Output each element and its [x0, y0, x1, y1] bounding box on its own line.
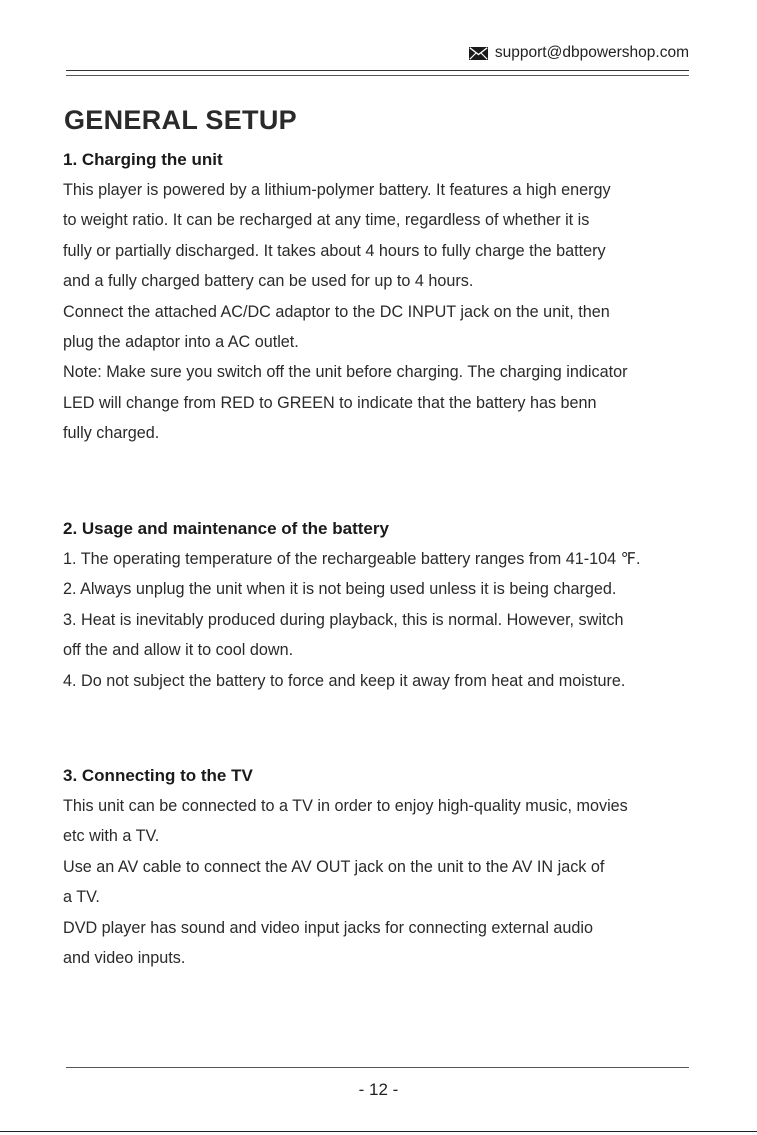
- header-rule-secondary: [66, 75, 689, 76]
- paragraph-line: 3. Heat is inevitably produced during playback, this is normal. However, switch: [63, 610, 624, 629]
- paragraph-line: Use an AV cable to connect the AV OUT jack on the unit to the AV IN jack of: [63, 857, 605, 876]
- section-heading: 3. Connecting to the TV: [63, 766, 253, 785]
- footer-rule: [66, 1067, 689, 1068]
- header-contact: [469, 44, 689, 62]
- paragraph-line: DVD player has sound and video input jacks for connecting external audio: [63, 918, 594, 937]
- paragraph-line: and video inputs.: [63, 949, 186, 968]
- section-connecting-tv: [63, 761, 713, 973]
- paragraph-line: a TV.: [63, 888, 100, 907]
- paragraph-line: Note: Make sure you switch off the unit before charging. The charging indicator: [63, 363, 628, 382]
- section-charging: [63, 145, 713, 449]
- paragraph-line: fully charged.: [63, 424, 160, 443]
- section-battery-usage: [63, 514, 713, 696]
- paragraph-line: This unit can be connected to a TV in order to enjoy high-quality music, movies: [63, 797, 628, 815]
- paragraph-line: 2. Always unplug the unit when it is not being used unless it is being charged.: [63, 580, 617, 599]
- paragraph-line: LED will change from RED to GREEN to indicate that the battery has benn: [63, 393, 597, 412]
- page-edge: [0, 1131, 757, 1132]
- paragraph-line: to weight ratio. It can be recharged at any time, regardless of whether it is: [63, 211, 590, 230]
- envelope-icon: [469, 47, 488, 60]
- section-heading: 1. Charging the unit: [63, 150, 223, 169]
- header-rule: [66, 70, 689, 71]
- paragraph-line: and a fully charged battery can be used for up to 4 hours.: [63, 272, 474, 291]
- paragraph-line: 4. Do not subject the battery to force and keep it away from heat and moisture.: [63, 671, 626, 690]
- paragraph-line: off the and allow it to cool down.: [63, 641, 294, 660]
- paragraph-line: plug the adaptor into a AC outlet.: [63, 333, 299, 352]
- section-heading: 2. Usage and maintenance of the battery: [63, 519, 389, 538]
- paragraph-line: 1. The operating temperature of the rechargeable battery ranges from 41-104 ℉.: [63, 550, 641, 568]
- paragraph-line: Connect the attached AC/DC adaptor to the DC INPUT jack on the unit, then: [63, 302, 610, 321]
- support-email: support@dbpowershop.com: [494, 44, 689, 61]
- paragraph-line: This player is powered by a lithium-polymer battery. It features a high energy: [63, 181, 611, 199]
- paragraph-line: etc with a TV.: [63, 827, 160, 846]
- paragraph-line: fully or partially discharged. It takes about 4 hours to fully charge the battery: [63, 241, 606, 260]
- page-number: - 12 -: [358, 1080, 399, 1099]
- page-title: GENERAL SETUP: [64, 105, 297, 135]
